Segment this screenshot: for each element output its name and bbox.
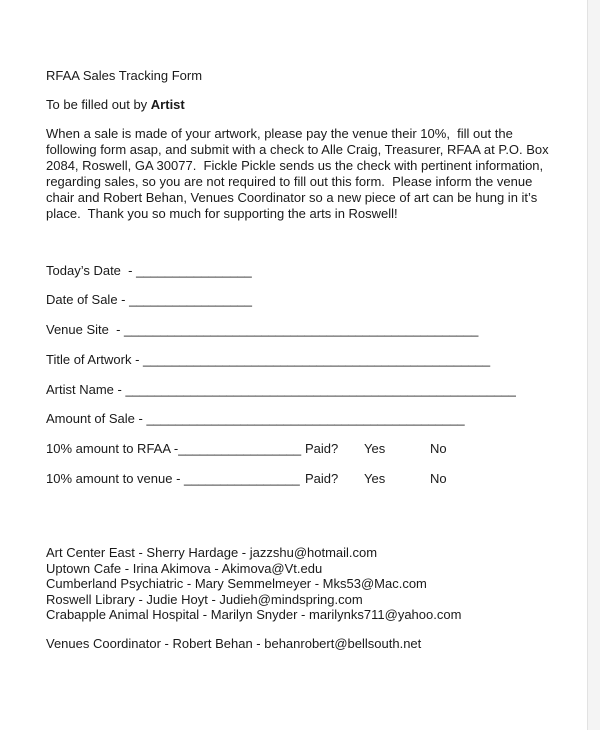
filled-by-role: Artist (150, 97, 185, 112)
filled-by-line (46, 97, 185, 113)
instructions-line: regarding sales, so you are not required to fill out this form. Please inform the venue (46, 174, 533, 189)
rfaa-paid-no: No (430, 441, 447, 456)
instructions-line: When a sale is made of your artwork, please pay the venue their 10%, fill out the (46, 126, 513, 141)
venue-paid-label: Paid? (305, 471, 339, 486)
artist-name-field: Artist Name - ______________________________________________________ (46, 382, 516, 397)
filled-by-prefix: To be filled out by (46, 97, 151, 112)
instructions-line: following form asap, and submit with a check to Alle Craig, Treasurer, RFAA at P.O. Box (46, 142, 549, 157)
rfaa-paid-yes: Yes (364, 441, 386, 456)
instructions-line: 2084, Roswell, GA 30077. Fickle Pickle sends us the check with pertinent information, (46, 158, 544, 173)
contact-line: Uptown Cafe - Irina Akimova - Akimova@Vt.edu (46, 561, 323, 576)
rfaa-paid-label: Paid? (305, 441, 339, 456)
instructions-line: chair and Robert Behan, Venues Coordinator so a new piece of art can be hung in it’s (46, 190, 538, 205)
title-of-artwork-field: Title of Artwork - ________________________________________________ (46, 352, 491, 367)
contact-line: Art Center East - Sherry Hardage - jazzshu@hotmail.com (46, 545, 378, 560)
todays-date-field: Today’s Date - ________________ (46, 263, 252, 278)
amount-of-sale-field: Amount of Sale - ____________________________________________ (46, 411, 465, 426)
venue-paid-yes: Yes (364, 471, 386, 486)
contact-line: Cumberland Psychiatric - Mary Semmelmeyer - Mks53@Mac.com (46, 576, 427, 591)
rfaa-amount-field: 10% amount to RFAA -_________________ (46, 441, 302, 456)
contact-line: Crabapple Animal Hospital - Marilyn Snyder - marilynks711@yahoo.com (46, 607, 462, 622)
coordinator-line: Venues Coordinator - Robert Behan - behanrobert@bellsouth.net (46, 636, 422, 651)
date-of-sale-field: Date of Sale - _________________ (46, 292, 253, 307)
contact-line: Roswell Library - Judie Hoyt - Judieh@mindspring.com (46, 592, 363, 607)
instructions-line: place. Thank you so much for supporting the arts in Roswell! (46, 206, 398, 221)
scrollbar[interactable] (587, 0, 600, 730)
instructions-paragraph (46, 126, 549, 222)
form-title: RFAA Sales Tracking Form (46, 68, 203, 83)
venue-site-field: Venue Site - _________________________________________________ (46, 322, 479, 337)
venue-amount-field: 10% amount to venue - ________________ (46, 471, 300, 486)
venue-paid-no: No (430, 471, 447, 486)
